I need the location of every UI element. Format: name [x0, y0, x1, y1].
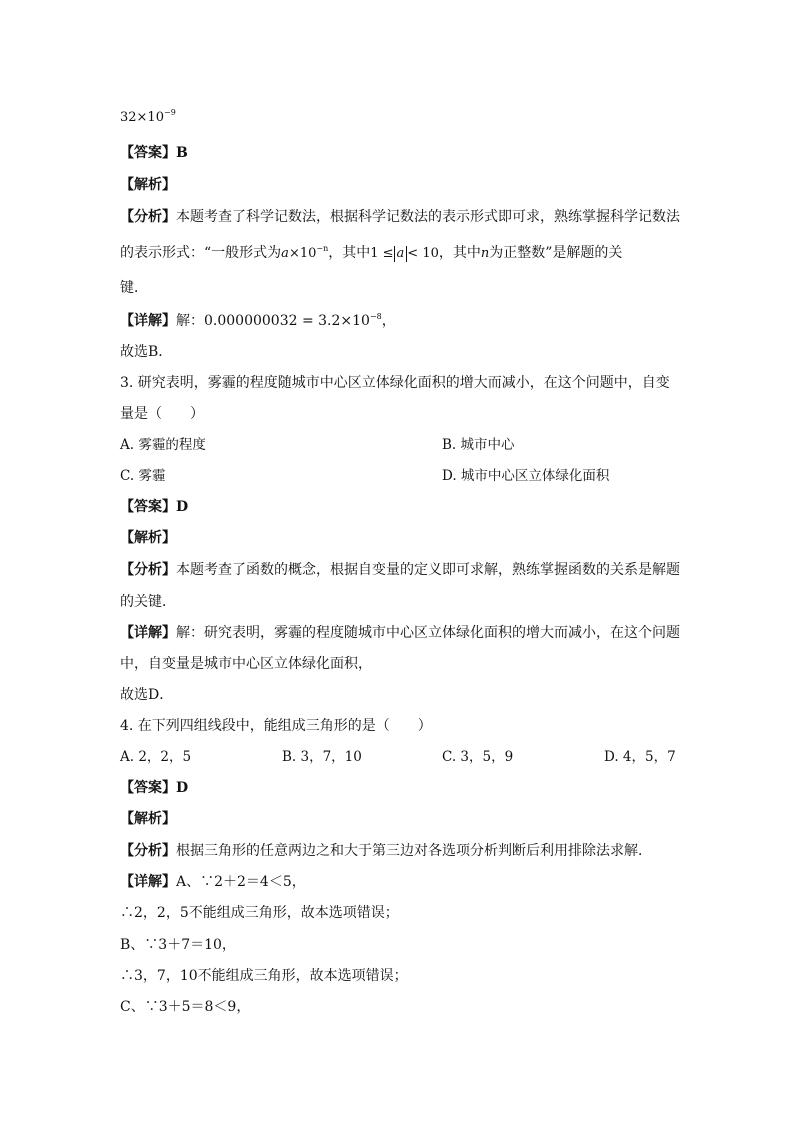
q3-stem-line-2: 量是（ ） — [120, 406, 204, 422]
q4-option-a: A. 2，2，5 — [120, 749, 192, 765]
q2-analysis-heading: 【解析】 — [120, 177, 176, 193]
q2-answer: 【答案】B — [120, 145, 188, 161]
q3-stem-line-1: 3. 研究表明，雾霾的程度随城市中心区立体绿化面积的增大而减小，在这个问题中，自变 — [120, 375, 670, 391]
q2-solution: 【详解】解：$0.000000032 = 3.2\times 10^{-8}$， — [120, 312, 396, 329]
q4-option-b: B. 3，7，10 — [282, 749, 362, 765]
q2-conclusion: 故选B． — [120, 344, 173, 360]
q3-solution-line-2: 中，自变量是城市中心区立体绿化面积， — [120, 656, 372, 672]
q2-analysis-line-1: 【分析】本题考查了科学记数法，根据科学记数法的表示形式即可求，熟练掌握科学记数法 — [120, 209, 680, 225]
q3-option-b: B. 城市中心 — [442, 437, 515, 453]
q2-analysis-line-2: 的表示形式：“一般形式为$a\times 10^{-n}$，其中1 ≤ a < 10，其中n为正整数”是解题的关 — [120, 244, 623, 261]
q4-option-d: D. 4，5，7 — [604, 749, 676, 765]
q4-analysis-line: 【分析】根据三角形的任意两边之和大于第三边对各选项分析判断后利用排除法求解． — [120, 843, 652, 859]
q3-solution-line-1: 【详解】解：研究表明，雾霾的程度随城市中心区立体绿化面积的增大而减小，在这个问题 — [120, 625, 680, 641]
q3-analysis-line-2: 的关键． — [120, 594, 176, 610]
previous-option-expression: $32\times 10^{-9}$ — [120, 108, 176, 125]
q4-solution-step-5: C、∵3＋5＝8＜9， — [120, 999, 251, 1015]
q4-solution-step-2: ∴2，2，5不能组成三角形，故本选项错误； — [120, 905, 399, 921]
q3-conclusion: 故选D． — [120, 687, 174, 703]
q4-option-c: C. 3，5，9 — [442, 749, 514, 765]
q2-analysis-line-3: 键． — [120, 280, 148, 296]
q3-option-c: C. 雾霾 — [120, 468, 166, 484]
q3-option-d: D. 城市中心区立体绿化面积 — [442, 468, 610, 484]
q4-answer: 【答案】D — [120, 780, 189, 796]
q3-answer: 【答案】D — [120, 499, 189, 515]
q3-analysis-line-1: 【分析】本题考查了函数的概念，根据自变量的定义即可求解，熟练掌握函数的关系是解题 — [120, 562, 680, 578]
q4-solution-step-1: 【详解】A、∵2＋2＝4＜5， — [120, 874, 306, 890]
q4-analysis-heading: 【解析】 — [120, 811, 176, 827]
q3-option-a: A. 雾霾的程度 — [120, 437, 206, 453]
q3-analysis-heading: 【解析】 — [120, 530, 176, 546]
q4-solution-step-4: ∴3，7，10不能组成三角形，故本选项错误； — [120, 968, 408, 984]
q4-solution-step-3: B、∵3＋7＝10， — [120, 937, 236, 953]
q4-stem: 4. 在下列四组线段中，能组成三角形的是（ ） — [120, 718, 432, 734]
